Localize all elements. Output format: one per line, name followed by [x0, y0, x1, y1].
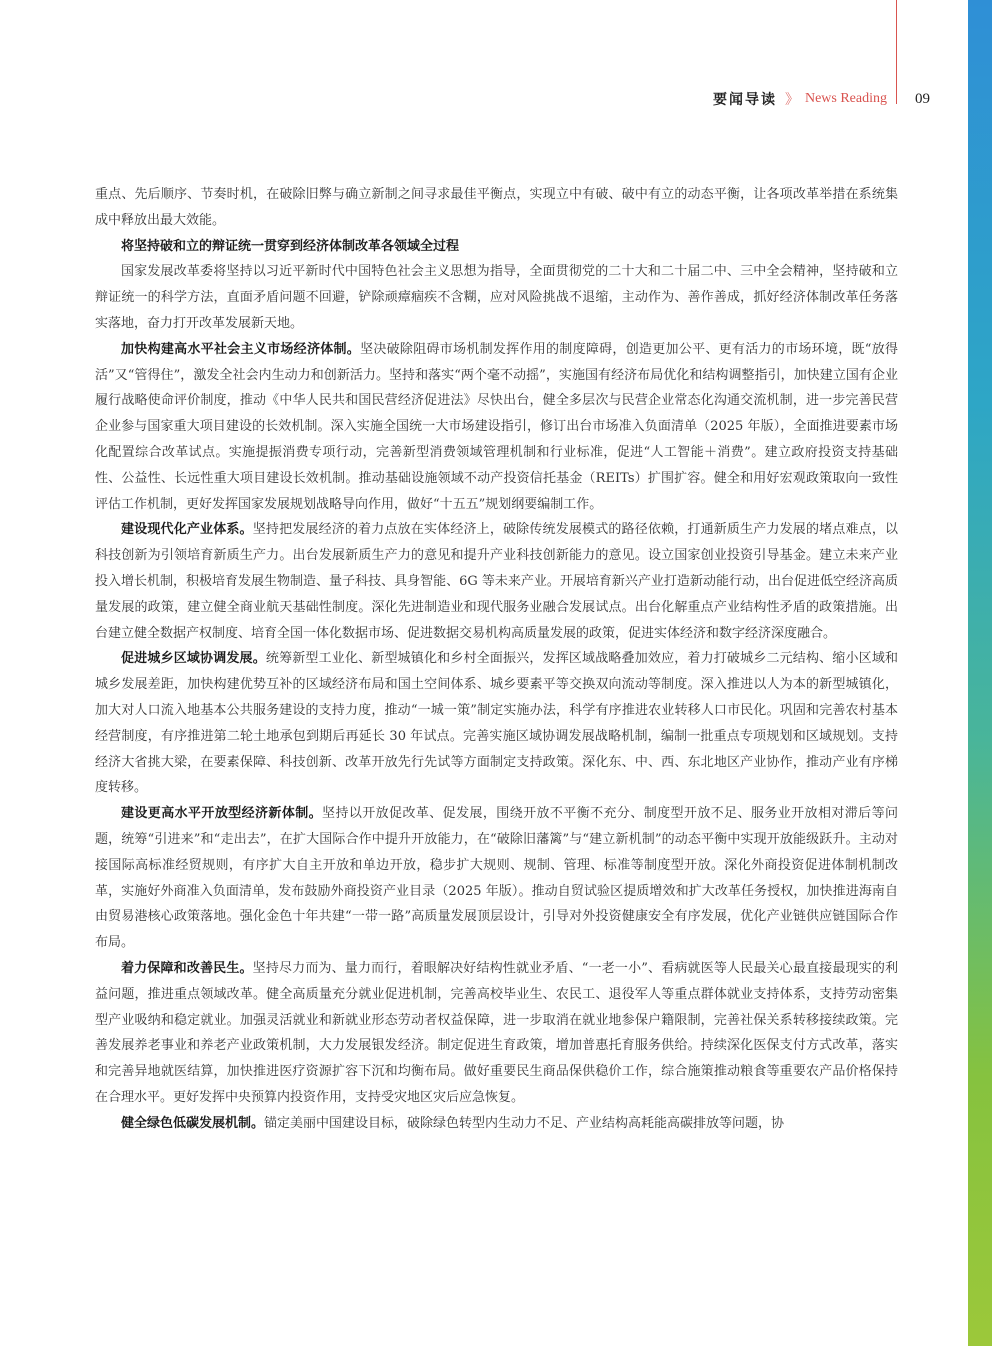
- paragraph-lead: 健全绿色低碳发展机制。: [121, 1115, 265, 1131]
- paragraph: [95, 259, 898, 336]
- paragraph: [95, 956, 898, 1111]
- paragraph-text: 坚持尽力而为、量力而行，着眼解决好结构性就业矛盾、“一老一小”、看病就医等人民最关心最直接最现实的利益问题，推进重点领域改革。健全高质量充分就业促进机制，完善高校毕业生、农民工、退役军人等重点群体就业支持体系，支持劳动密集型产业吸纳和稳定就业。加强灵活就业和新就业形态劳动者权益保障，进一步取消在就业地参保户籍限制，完善社保关系转移接续政策。完善发展养老事业和养老产业政策机制，大力发展银发经济。制定促进生育政策，增加普惠托育服务供给。持续深化医保支付方式改革，落实和完善异地就医结算，加快推进医疗资源扩容下沉和均衡布局。做好重要民生商品保供稳价工作，综合施策推动粮食等重要农产品价格保持在合理水平。更好发挥中央预算内投资作用，支持受灾地区灾后应急恢复。: [95, 960, 898, 1105]
- paragraph-lead: 建设现代化产业体系。: [121, 522, 253, 538]
- paragraph-text: 国家发展改革委将坚持以习近平新时代中国特色社会主义思想为指导，全面贯彻党的二十大和二十届二中、三中全会精神，坚持破和立辩证统一的科学方法，直面矛盾问题不回避，铲除顽瘴痼疾不含糊，应对风险挑战不退缩，主动作为、善作善成，抓好经济体制改革任务落实落地，奋力打开改革发展新天地。: [95, 264, 898, 331]
- paragraph-lead: 着力保障和改善民生。: [121, 960, 253, 976]
- paragraph: [95, 646, 898, 801]
- paragraph: [95, 517, 898, 646]
- paragraph-lead: 加快构建高水平社会主义市场经济体制。: [121, 341, 361, 357]
- paragraph-continuation: [95, 182, 898, 234]
- paragraph-lead: 促进城乡区域协调发展。: [121, 651, 266, 667]
- paragraph-lead: 建设更高水平开放型经济新体制。: [121, 806, 323, 822]
- paragraph-text: 坚决破除阻碍市场机制发挥作用的制度障碍，创造更加公平、更有活力的市场环境，既“放得活”又“管得住”，激发全社会内生动力和创新活力。坚持和落实“两个毫不动摇”，实施国有经济布局优化和结构调整指引，加快建立国有企业履行战略使命评价制度，推动《中华人民共和国民营经济促进法》尽快出台，健全多层次与民营企业常态化沟通交流机制，进一步完善民营企业参与国家重大项目建设的长效机制。深入实施全国统一大市场建设指引，修订出台市场准入负面清单（2025 年版），全面推进要素市场化配置综合改革试点。实施提振消费专项行动，完善新型消费领域管理机制和行业标准，促进“人工智能＋消费”。建立政府投资支持基础性、公益性、长远性重大项目建设长效机制。推动基础设施领域不动产投资信托基金（REITs）扩围扩容。健全和用好宏观政策取向一致性评估工作机制，更好发挥国家发展规划战略导向作用，做好“十五五”规划纲要编制工作。: [95, 341, 898, 512]
- paragraph-text: 锚定美丽中国建设目标，破除绿色转型内生动力不足、产业结构高耗能高碳排放等问题，协: [264, 1115, 785, 1131]
- section-heading: [95, 234, 898, 260]
- paragraph-text: 统筹新型工业化、新型城镇化和乡村全面振兴，发挥区域战略叠加效应，着力打破城乡二元结构、缩小区域和城乡发展差距，加快构建优势互补的区域经济布局和国土空间体系、城乡要素平等交换双向流动等制度。深入推进以人为本的新型城镇化，加大对人口流入地基本公共服务建设的支持力度，推动“一城一策”制定实施办法，科学有序推进农业转移人口市民化。巩固和完善农村基本经营制度，有序推进第二轮土地承包到期后再延长 30 年试点。完善实施区域协调发展战略机制，编制一批重点专项规划和区域规划。支持经济大省挑大梁，在要素保障、科技创新、改革开放先行先试等方面制定支持政策。深化东、中、西、东北地区产业协作，推动产业有序梯度转移。: [95, 651, 898, 796]
- paragraph: [95, 1111, 898, 1137]
- article-body: [95, 182, 898, 1136]
- side-color-bar: [968, 0, 992, 1346]
- paragraph: [95, 337, 898, 518]
- double-chevron-icon: 》: [784, 92, 799, 108]
- page-number: 09: [915, 90, 930, 107]
- section-title-cn: 要闻导读: [712, 92, 777, 108]
- page-header: [713, 88, 930, 110]
- paragraph: [95, 801, 898, 956]
- heading-text: 将坚持破和立的辩证统一贯穿到经济体制改革各领域全过程: [121, 238, 460, 254]
- section-title-en: News Reading: [804, 91, 887, 106]
- paragraph-text: 坚持以开放促改革、促发展，围绕开放不平衡不充分、制度型开放不足、服务业开放相对滞后等问题，统筹“引进来”和“走出去”，在扩大国际合作中提升开放能力，在“破除旧藩篱”与“建立新机制”的动态平衡中实现开放能级跃升。主动对接国际高标准经贸规则，有序扩大自主开放和单边开放，稳步扩大规则、规制、管理、标准等制度型开放。深化外商投资促进体制机制改革，实施好外商准入负面清单，发布鼓励外商投资产业目录（2025 年版）。推动自贸试验区提质增效和扩大改革任务授权，加快推进海南自由贸易港核心政策落地。强化金色十年共建“一带一路”高质量发展顶层设计，引导对外投资健康安全有序发展，优化产业链供应链国际合作布局。: [95, 806, 898, 951]
- paragraph-text: 重点、先后顺序、节奏时机，在破除旧弊与确立新制之间寻求最佳平衡点，实现立中有破、破中有立的动态平衡，让各项改革举措在系统集成中释放出最大效能。: [95, 187, 898, 228]
- paragraph-text: 坚持把发展经济的着力点放在实体经济上，破除传统发展模式的路径依赖，打通新质生产力发展的堵点难点，以科技创新为引领培育新质生产力。出台发展新质生产力的意见和提升产业科技创新能力的意见。设立国家创业投资引导基金。建立未来产业投入增长机制，积极培育发展生物制造、量子科技、具身智能、6G 等未来产业。开展培育新兴产业打造新动能行动，出台促进低空经济高质量发展的政策，建立健全商业航天基础性制度。深化先进制造业和现代服务业融合发展试点。出台化解重点产业结构性矛盾的政策措施。出台建立健全数据产权制度、培育全国一体化数据市场、促进数据交易机构高质量发展的政策，促进实体经济和数字经济深度融合。: [95, 522, 898, 641]
